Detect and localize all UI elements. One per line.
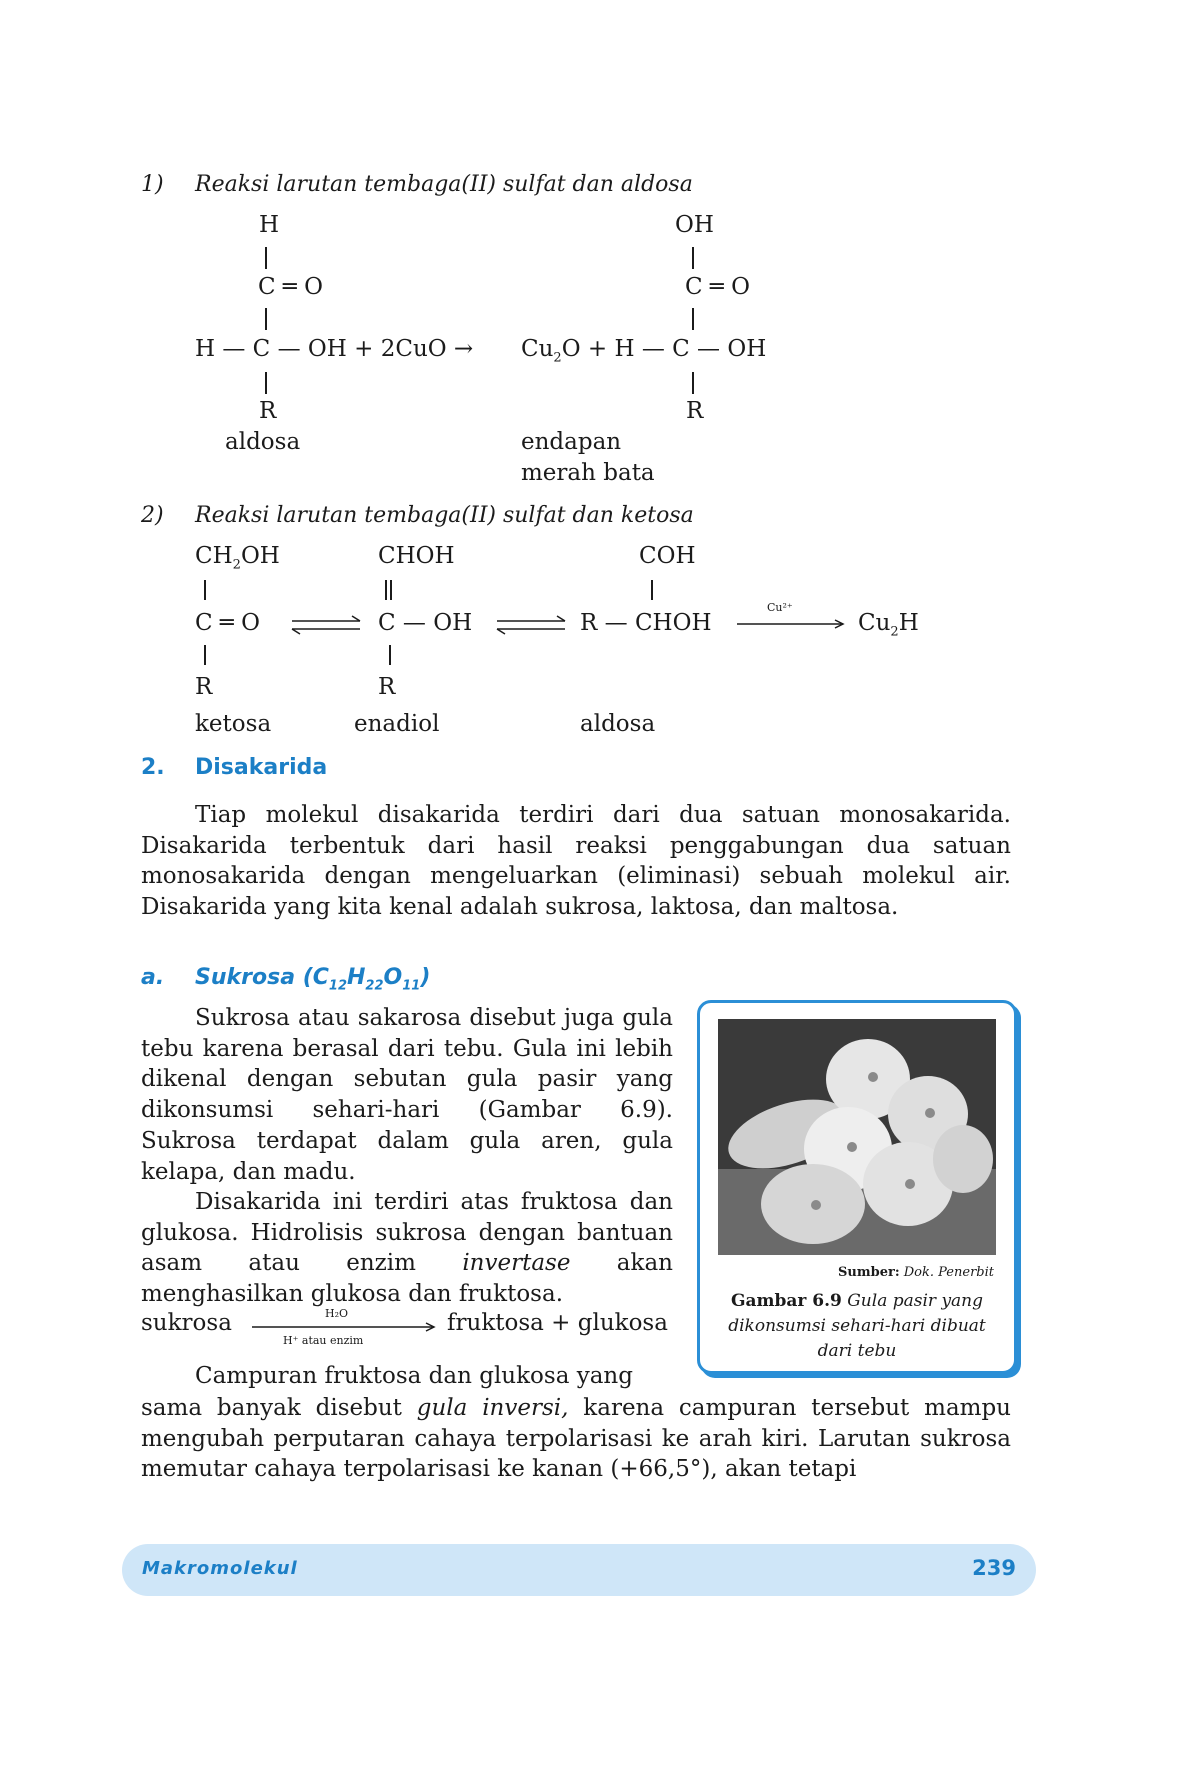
reaction-2-number: 2) [141, 503, 164, 528]
r2-bond-2-bottom [389, 645, 391, 665]
r2-r-1: R [195, 674, 213, 700]
r1-right-bond-bottom [692, 372, 694, 394]
r1-left-r: R [259, 398, 277, 424]
r1-product-formula: $Cu_2O + H$ — C — OH [521, 336, 767, 366]
footer-chapter: Makromolekul [142, 1558, 298, 1579]
r2-ketone: C ═ O [195, 610, 260, 636]
equation-above: H₂O [325, 1307, 349, 1320]
r2-r-2: R [378, 674, 396, 700]
page-footer [122, 1544, 1036, 1596]
reaction-2-title: Reaksi larutan tembaga(II) sulfat dan ketosa [195, 503, 694, 528]
r1-right-carbonyl: C ═ O [685, 274, 750, 300]
r2-label-ketosa: ketosa [195, 711, 272, 737]
r2-catalyst: Cu²⁺ [767, 601, 793, 614]
r2-label-aldosa: aldosa [580, 711, 656, 737]
equation-below: H⁺ atau enzim [283, 1334, 364, 1347]
r2-equilibrium-arrow-1 [288, 614, 364, 636]
footer-page-number: 239 [972, 1556, 1016, 1580]
r1-right-bond-top [692, 247, 694, 269]
r1-left-carbonyl: C ═ O [258, 274, 323, 300]
r2-bond-1-top [204, 580, 206, 600]
r1-label-endapan: endapan [521, 429, 622, 455]
r2-ch2oh: $CH_2OH$ [195, 543, 280, 573]
r2-product: $Cu_2H$ [858, 610, 919, 640]
r2-enediol: C — OH [378, 610, 473, 636]
equation-products: fruktosa + glukosa [447, 1310, 668, 1336]
r1-right-bond-mid [692, 308, 694, 330]
subsection-letter: a. [141, 965, 165, 990]
equation-sucrose: sukrosa [141, 1310, 232, 1336]
r1-main-line-left: H — C — OH + 2CuO → [195, 336, 474, 362]
r2-aldose: R — CHOH [580, 610, 712, 636]
r2-equilibrium-arrow-2 [493, 614, 569, 636]
subsection-title: Sukrosa $(C_{12}H_{22}O_{11})$ [195, 965, 431, 994]
figure-caption: Gambar 6.9 Gula pasir yang dikonsumsi sehari-hari dibuat dari tebu [728, 1291, 986, 1361]
reaction-1-number: 1) [141, 172, 164, 197]
r1-left-bond-top [265, 247, 267, 269]
r2-choh: CHOH [378, 543, 455, 569]
r1-left-bond-mid [265, 308, 267, 330]
sucrose-paragraph-2: Disakarida ini terdiri atas fruktosa dan glukosa. Hidrolisis sukrosa dengan bantuan asam atau enzim invertase akan menghasilkan glukosa dan fruktosa. [141, 1189, 673, 1308]
r2-double-bond-b [390, 580, 392, 600]
figure-source: Sumber: Dok. Penerbit [838, 1265, 994, 1280]
r2-coh: COH [639, 543, 696, 569]
reaction-1-title: Reaksi larutan tembaga(II) sulfat dan aldosa [195, 172, 693, 197]
sucrose-paragraph-3: sama banyak disebut gula inversi, karena campuran tersebut mampu mengubah perputaran cahaya terpolarisasi ke arah kiri. Larutan sukrosa memutar cahaya terpolarisasi ke kanan (+66,5°), akan tetapi [141, 1395, 1011, 1483]
section-number: 2. [141, 755, 165, 780]
r2-double-bond-a [385, 580, 387, 600]
r2-label-enadiol: enadiol [354, 711, 440, 737]
section-intro: Tiap molekul disakarida terdiri dari dua satuan monosakarida. Disakarida terbentuk dari hasil reaksi penggabungan dua satuan monosakarida dengan mengeluarkan (eliminasi) sebuah molekul air. Disakarida yang kita kenal adalah sukrosa, laktosa, dan maltosa. [141, 802, 1011, 921]
r2-bond-3-top [651, 580, 653, 600]
sucrose-paragraph-1: Sukrosa atau sakarosa disebut juga gula tebu karena berasal dari tebu. Gula ini lebih dikenal dengan sebutan gula pasir yang dikonsumsi sehari-hari (Gambar 6.9). Sukrosa terdapat dalam gula aren, gula kelapa, dan madu. [141, 1005, 673, 1185]
r1-left-h: H [259, 212, 280, 238]
r1-right-r: R [686, 398, 704, 424]
equation-arrow [250, 1320, 438, 1334]
r1-left-bond-bottom [265, 372, 267, 394]
section-title: Disakarida [195, 755, 328, 780]
r1-label-merah-bata: merah bata [521, 460, 655, 486]
sucrose-paragraph-3-start: Campuran fruktosa dan glukosa yang [195, 1363, 633, 1389]
sugar-sacks-photo [718, 1019, 996, 1255]
figure-6-9 [697, 1000, 1017, 1374]
r1-right-oh: OH [675, 212, 714, 238]
r1-label-aldosa: aldosa [225, 429, 301, 455]
r2-bond-1-bottom [204, 645, 206, 665]
r2-catalyst-arrow [735, 617, 847, 631]
